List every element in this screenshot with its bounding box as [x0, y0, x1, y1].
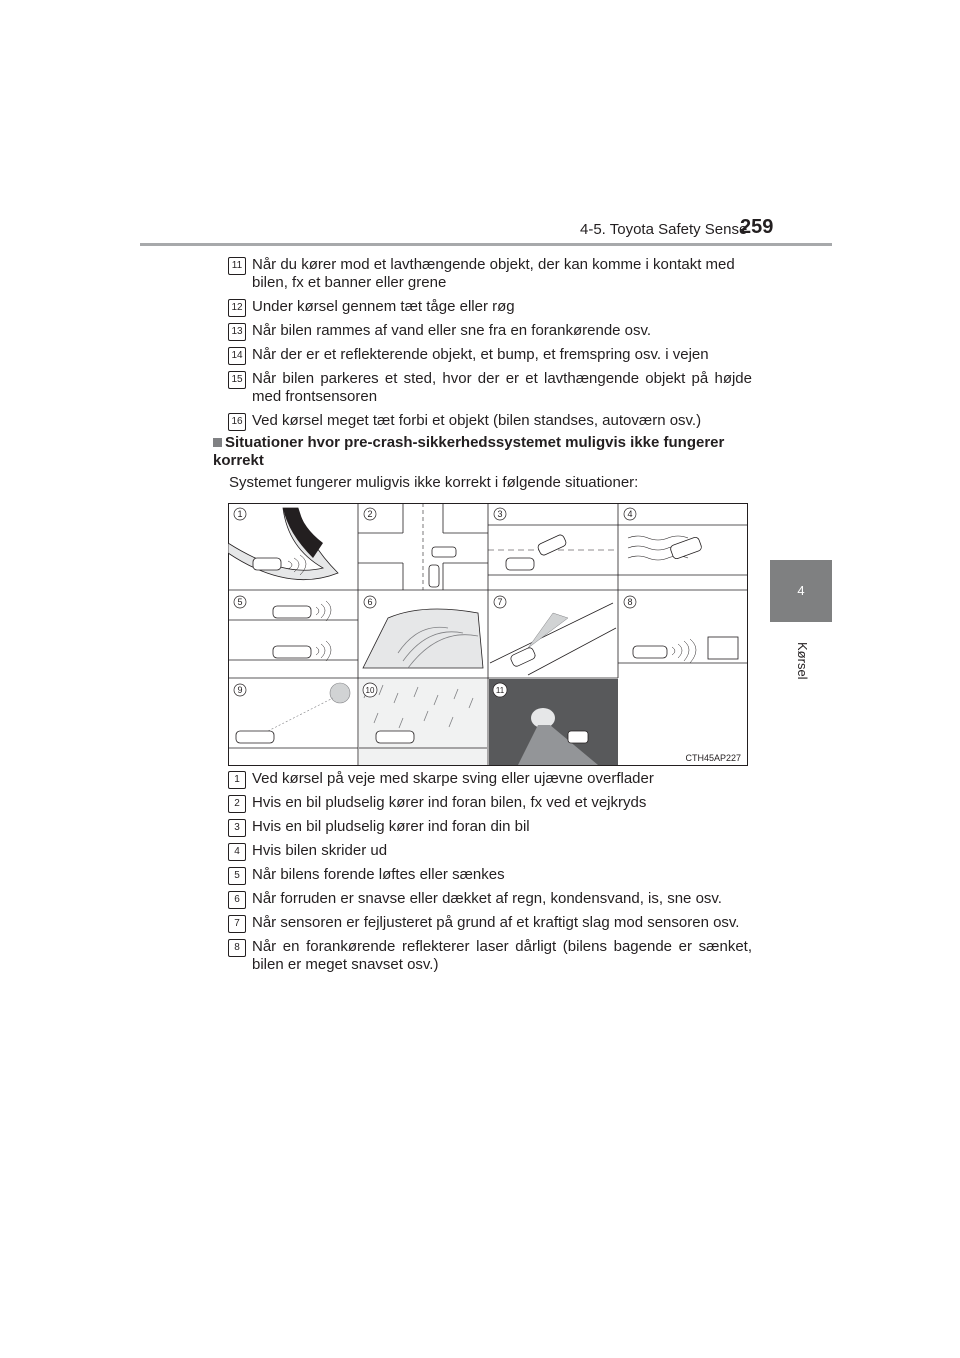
item-number: 12	[228, 299, 246, 317]
cell-number	[234, 684, 246, 696]
svg-text:3: 3	[497, 509, 503, 519]
page-number: 259	[740, 216, 774, 238]
item-text: Når forruden er snavse eller dækket af regn, kondensvand, is, sne osv.	[252, 890, 722, 907]
cell-number	[364, 596, 376, 608]
item-text: Når du kører mod et lavthængende objekt, der kan komme i kontakt med bilen, fx et banner eller grene	[252, 256, 735, 291]
svg-text:9: 9	[237, 685, 243, 695]
item-number: 13	[228, 323, 246, 341]
item-text: Under kørsel gennem tæt tåge eller røg	[252, 298, 515, 315]
svg-text:4: 4	[627, 509, 633, 519]
situations-illustration	[228, 503, 748, 766]
svg-text:5: 5	[237, 597, 243, 607]
header-divider	[140, 243, 832, 246]
cell-number	[494, 596, 506, 608]
cell-number	[363, 683, 377, 697]
list-item	[231, 346, 752, 364]
cell-number	[364, 508, 376, 520]
item-text: Hvis en bil pludselig kører ind foran din bil	[252, 818, 530, 835]
svg-text:11: 11	[495, 686, 505, 695]
cell-rain	[359, 679, 487, 765]
chapter-label-wrap	[780, 628, 820, 688]
list-item	[231, 298, 752, 316]
item-number: 14	[228, 347, 246, 365]
list-item	[234, 890, 752, 908]
svg-text:10: 10	[365, 686, 375, 695]
item-text: Når bilens forende løftes eller sænkes	[252, 866, 505, 883]
svg-text:7: 7	[497, 597, 503, 607]
svg-text:1: 1	[237, 509, 243, 519]
list-item	[231, 322, 752, 340]
list-item	[231, 256, 752, 292]
situations-figure	[228, 503, 748, 766]
item-text: Hvis bilen skrider ud	[252, 842, 388, 859]
item-number: 6	[228, 891, 246, 909]
heading-square-icon	[213, 438, 222, 447]
item-text: Hvis en bil pludselig kører ind foran bilen, fx ved et vejkryds	[252, 794, 647, 811]
item-number: 8	[228, 939, 246, 957]
list-item	[234, 842, 752, 860]
item-number: 16	[228, 413, 246, 431]
item-number: 15	[228, 371, 246, 389]
heading-text: Situationer hvor pre-crash-sikkerhedssystemet muligvis ikke fungerer korrekt	[213, 434, 725, 469]
item-number: 4	[228, 843, 246, 861]
cell-number	[234, 508, 246, 520]
list-item	[234, 914, 752, 932]
section-intro: Systemet fungerer muligvis ikke korrekt i følgende situationer:	[229, 474, 639, 491]
list-item	[234, 938, 752, 974]
list-item	[234, 794, 752, 812]
section-heading	[213, 434, 753, 470]
svg-text:8: 8	[627, 597, 633, 607]
item-number: 2	[228, 795, 246, 813]
item-text: Når en forankørende reflekterer laser dårligt (bilens bagende er sænket, bilen er meget snavset osv.)	[252, 938, 752, 973]
item-text: Ved kørsel på veje med skarpe sving eller ujævne overflader	[252, 770, 654, 787]
list-item	[234, 770, 752, 788]
list-item	[231, 412, 752, 430]
cell-number	[624, 508, 636, 520]
item-number: 3	[228, 819, 246, 837]
list-item	[234, 818, 752, 836]
list-item	[231, 370, 752, 406]
figure-code: CTH45AP227	[685, 753, 741, 763]
cell-tunnel	[489, 679, 618, 765]
item-number: 11	[228, 257, 246, 275]
item-text: Når bilen parkeres et sted, hvor der er et lavthængende objekt på højde med frontsensoren	[252, 370, 752, 405]
section-title: 4-5. Toyota Safety Sense	[580, 221, 748, 238]
cell-number	[493, 683, 507, 697]
item-number: 1	[228, 771, 246, 789]
item-text: Ved kørsel meget tæt forbi et objekt (bilen standses, autoværn osv.)	[252, 412, 702, 429]
svg-text:6: 6	[367, 597, 373, 607]
svg-text:2: 2	[367, 509, 373, 519]
list-item	[234, 866, 752, 884]
cell-number	[234, 596, 246, 608]
chapter-label: Kørsel	[795, 642, 810, 680]
item-text: Når bilen rammes af vand eller sne fra en forankørende osv.	[252, 322, 652, 339]
cell-number	[624, 596, 636, 608]
chapter-tab: 4	[770, 560, 832, 622]
item-text: Når sensoren er fejljusteret på grund af et kraftigt slag mod sensoren osv.	[252, 914, 740, 931]
item-number: 7	[228, 915, 246, 933]
item-number: 5	[228, 867, 246, 885]
cell-number	[494, 508, 506, 520]
item-text: Når der er et reflekterende objekt, et bump, et fremspring osv. i vejen	[252, 346, 709, 363]
